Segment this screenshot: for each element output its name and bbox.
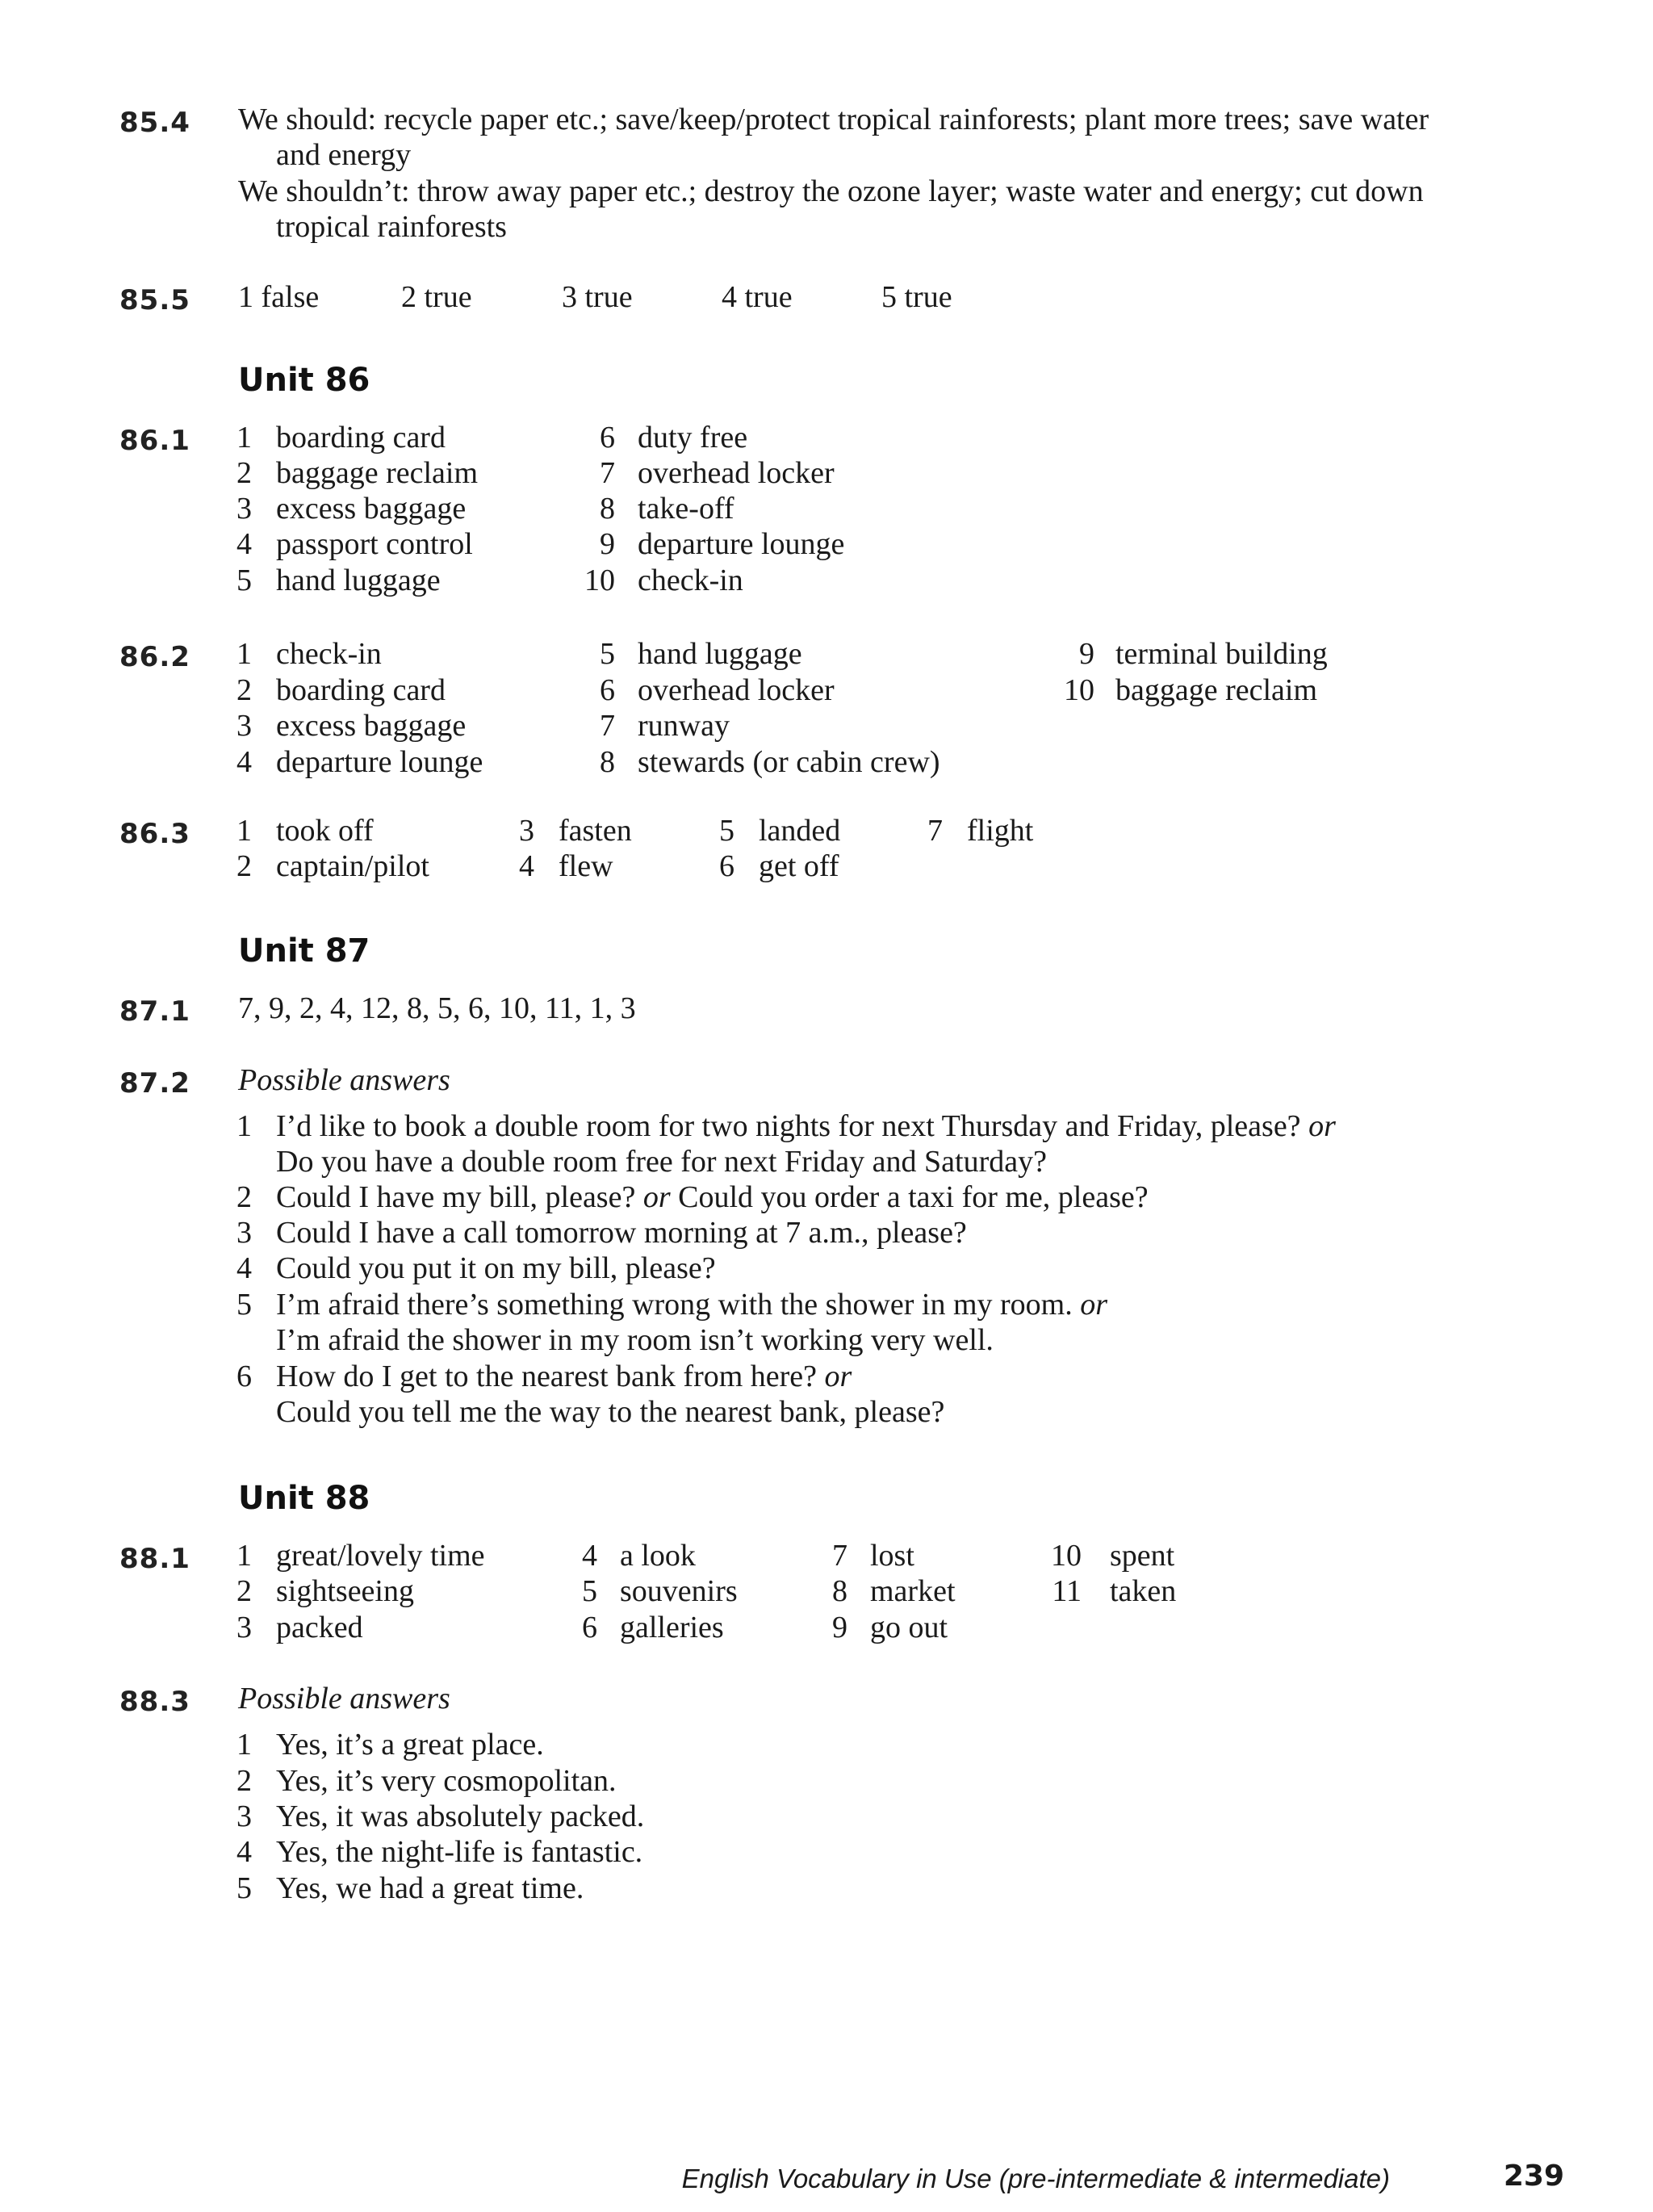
item-number: 10	[1064, 673, 1094, 707]
answer-86-3-item: landed	[759, 814, 841, 848]
item-number: 2	[236, 1764, 252, 1798]
answer-88-1-item: taken	[1110, 1574, 1177, 1608]
answer-86-2-item: terminal building	[1115, 637, 1328, 671]
answer-87-2-6b: Could you tell me the way to the nearest bank, please?	[276, 1395, 945, 1429]
unit-heading-88: Unit 88	[238, 1480, 370, 1517]
answer-85-5-item: 5 true	[881, 280, 952, 314]
answer-88-1-item: spent	[1110, 1539, 1175, 1573]
unit-heading-87: Unit 87	[238, 932, 370, 970]
answer-86-1-item: departure lounge	[638, 527, 845, 561]
item-number: 4	[236, 1251, 252, 1285]
answer-88-1-item: packed	[276, 1611, 363, 1644]
answer-88-1-item: a look	[620, 1539, 696, 1573]
item-number: 8	[600, 492, 615, 526]
answer-87-2-6a: How do I get to the nearest bank from here?	[276, 1359, 818, 1393]
answer-86-3-item: took off	[276, 814, 374, 848]
answer-88-3-item: Yes, it’s very cosmopolitan.	[276, 1764, 617, 1798]
answer-88-3-item: Yes, it was absolutely packed.	[276, 1799, 645, 1833]
item-number: 2	[236, 849, 252, 883]
item-number: 3	[236, 709, 252, 743]
item-number: 4	[236, 745, 252, 779]
item-number: 3	[236, 1216, 252, 1250]
answer-86-1-item: take-off	[638, 492, 734, 526]
answer-86-1-item: baggage reclaim	[276, 456, 479, 490]
item-number: 1	[236, 1109, 252, 1143]
item-number: 4	[582, 1539, 597, 1573]
item-number: 3	[236, 492, 252, 526]
answer-86-3-item: flew	[559, 849, 613, 883]
answer-87-2-5a: I’m afraid there’s something wrong with the shower in my room.	[276, 1288, 1073, 1322]
item-number: 5	[582, 1574, 597, 1608]
answer-87-2-6	[276, 1359, 852, 1394]
item-number: 7	[927, 814, 943, 848]
or-connector: or	[824, 1359, 852, 1393]
book-title-footer: English Vocabulary in Use (pre-intermediate & intermediate)	[681, 2164, 1390, 2193]
answer-86-1-item: duty free	[638, 421, 748, 455]
or-connector: or	[1308, 1109, 1336, 1143]
exercise-number-87-2: 87.2	[119, 1067, 190, 1100]
answer-88-1-item: go out	[870, 1611, 948, 1644]
item-number: 7	[600, 709, 615, 743]
item-number: 6	[600, 673, 615, 707]
answer-86-3-item: fasten	[559, 814, 632, 848]
item-number: 4	[236, 1835, 252, 1869]
item-number: 9	[600, 527, 615, 561]
item-number: 1	[236, 814, 252, 848]
item-number: 2	[236, 456, 252, 490]
exercise-number-88-3: 88.3	[119, 1686, 190, 1718]
or-connector: or	[1080, 1288, 1108, 1322]
item-number: 5	[600, 637, 615, 671]
answer-86-2-item: excess baggage	[276, 709, 467, 743]
answer-88-1-item: great/lovely time	[276, 1539, 485, 1573]
answer-88-1-item: souvenirs	[620, 1574, 738, 1608]
item-number: 8	[600, 745, 615, 779]
answer-87-2-2b: Could you order a taxi for me, please?	[678, 1180, 1149, 1214]
answer-86-1-item: check-in	[638, 563, 743, 597]
answer-86-1-item: excess baggage	[276, 492, 467, 526]
answer-88-1-item: lost	[870, 1539, 914, 1573]
item-number: 6	[582, 1611, 597, 1644]
item-number: 1	[236, 1728, 252, 1762]
exercise-number-85-5: 85.5	[119, 284, 190, 316]
answer-85-5-item: 3 true	[562, 280, 633, 314]
answer-87-2-1	[276, 1108, 1336, 1144]
item-number: 3	[236, 1799, 252, 1833]
answer-87-2-5	[276, 1287, 1107, 1322]
item-number: 9	[832, 1611, 847, 1644]
answer-86-3-item: get off	[759, 849, 839, 883]
answer-86-1-item: hand luggage	[276, 563, 441, 597]
answer-86-2-item: overhead locker	[638, 673, 835, 707]
answer-85-4-line2: and energy	[276, 138, 412, 172]
answer-85-5-item: 1 false	[238, 280, 320, 314]
item-number: 4	[519, 849, 534, 883]
exercise-number-85-4: 85.4	[119, 107, 190, 139]
item-number: 6	[600, 421, 615, 455]
item-number: 2	[236, 673, 252, 707]
item-number: 2	[236, 1180, 252, 1214]
item-number: 5	[236, 1871, 252, 1905]
answer-86-2-item: stewards (or cabin crew)	[638, 745, 940, 779]
answer-88-1-item: sightseeing	[276, 1574, 414, 1608]
answer-86-1-item: boarding card	[276, 421, 446, 455]
answer-87-1: 7, 9, 2, 4, 12, 8, 5, 6, 10, 11, 1, 3	[238, 991, 636, 1025]
answer-87-2-1a: I’d like to book a double room for two nights for next Thursday and Friday, please?	[276, 1109, 1301, 1143]
answer-87-2-1b: Do you have a double room free for next Friday and Saturday?	[276, 1145, 1047, 1179]
item-number: 10	[1051, 1539, 1082, 1573]
answer-86-2-item: baggage reclaim	[1115, 673, 1318, 707]
answer-86-2-item: check-in	[276, 637, 382, 671]
answer-85-4-line3: We shouldn’t: throw away paper etc.; destroy the ozone layer; waste water and energy; cut down	[238, 174, 1424, 208]
possible-answers-label: Possible answers	[238, 1063, 450, 1097]
exercise-number-86-1: 86.1	[119, 425, 190, 457]
answer-88-3-item: Yes, it’s a great place.	[276, 1728, 544, 1762]
possible-answers-label: Possible answers	[238, 1682, 450, 1716]
item-number: 3	[519, 814, 534, 848]
answer-87-2-3: Could I have a call tomorrow morning at 7 a.m., please?	[276, 1216, 967, 1250]
item-number: 6	[236, 1359, 252, 1393]
or-connector: or	[642, 1180, 671, 1214]
item-number: 3	[236, 1611, 252, 1644]
exercise-number-86-2: 86.2	[119, 641, 190, 673]
item-number: 5	[236, 1288, 252, 1322]
item-number: 1	[236, 421, 252, 455]
exercise-number-88-1: 88.1	[119, 1543, 190, 1575]
item-number: 9	[1079, 637, 1094, 671]
answer-87-2-2	[276, 1179, 1149, 1215]
item-number: 7	[600, 456, 615, 490]
answer-85-5-item: 4 true	[722, 280, 793, 314]
item-number: 5	[719, 814, 734, 848]
answer-86-2-item: hand luggage	[638, 637, 802, 671]
exercise-number-87-1: 87.1	[119, 995, 190, 1028]
answer-86-1-item: overhead locker	[638, 456, 835, 490]
answer-86-2-item: departure lounge	[276, 745, 483, 779]
item-number: 4	[236, 527, 252, 561]
answer-88-1-item: galleries	[620, 1611, 724, 1644]
answer-88-1-item: market	[870, 1574, 956, 1608]
answer-87-2-2a: Could I have my bill, please?	[276, 1180, 636, 1214]
item-number: 1	[236, 1539, 252, 1573]
answer-86-3-item: flight	[967, 814, 1034, 848]
answer-87-2-4: Could you put it on my bill, please?	[276, 1251, 716, 1285]
page-number: 239	[1503, 2160, 1564, 2193]
answer-86-2-item: runway	[638, 709, 730, 743]
answer-85-5-item: 2 true	[401, 280, 472, 314]
item-number: 2	[236, 1574, 252, 1608]
answer-86-1-item: passport control	[276, 527, 473, 561]
item-number: 1	[236, 637, 252, 671]
answer-86-2-item: boarding card	[276, 673, 446, 707]
item-number: 11	[1052, 1574, 1082, 1608]
unit-heading-86: Unit 86	[238, 362, 370, 399]
item-number: 8	[832, 1574, 847, 1608]
item-number: 10	[584, 563, 615, 597]
answer-88-3-item: Yes, the night-life is fantastic.	[276, 1835, 643, 1869]
answer-86-3-item: captain/pilot	[276, 849, 429, 883]
answer-87-2-5b: I’m afraid the shower in my room isn’t working very well.	[276, 1323, 994, 1357]
answer-85-4-line1: We should: recycle paper etc.; save/keep/protect tropical rainforests; plant more trees; save water	[238, 103, 1429, 136]
item-number: 5	[236, 563, 252, 597]
item-number: 7	[832, 1539, 847, 1573]
item-number: 6	[719, 849, 734, 883]
answer-85-4-line4: tropical rainforests	[276, 210, 507, 244]
exercise-number-86-3: 86.3	[119, 818, 190, 850]
answer-88-3-item: Yes, we had a great time.	[276, 1871, 584, 1905]
